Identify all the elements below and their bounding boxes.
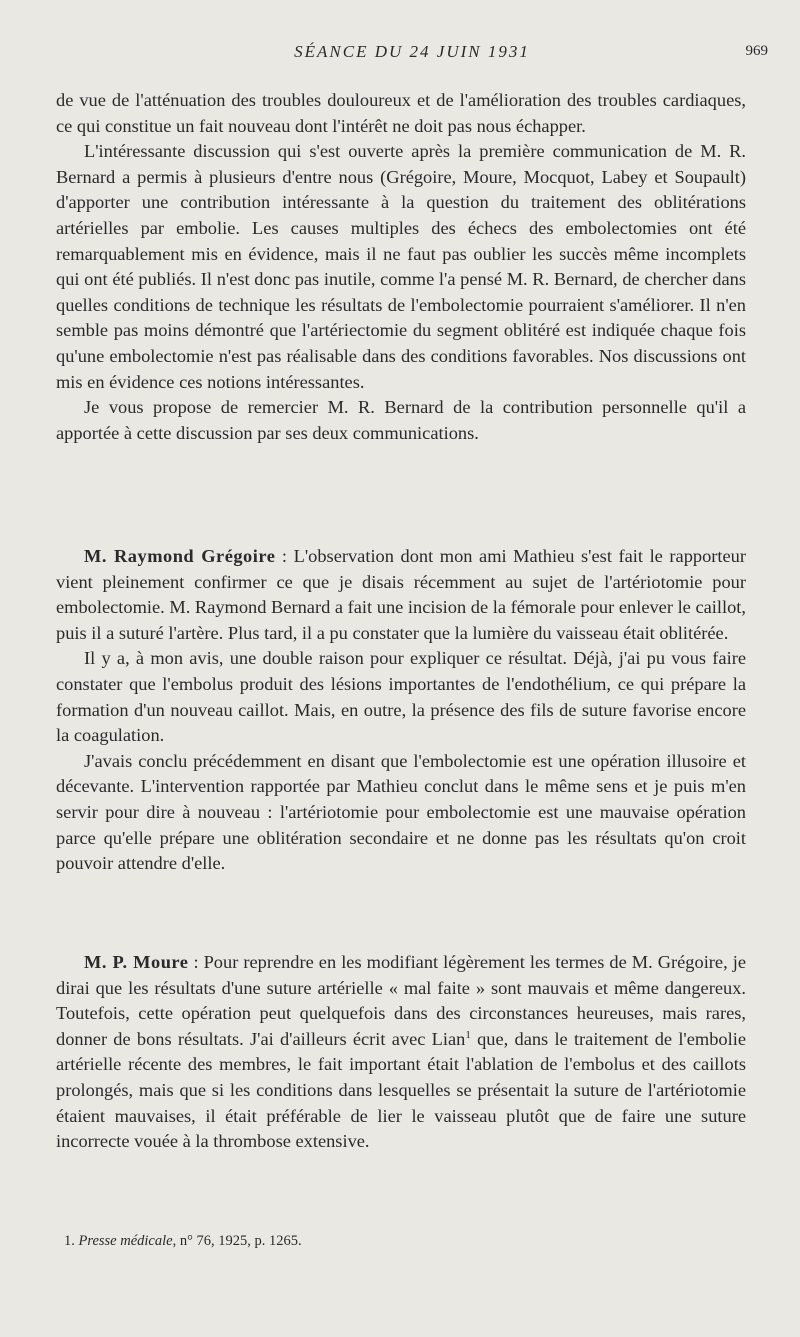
paragraph xyxy=(56,544,746,646)
footnote xyxy=(64,1233,302,1250)
footnote-details: , n° 76, 1925, p. 1265. xyxy=(172,1233,302,1249)
paragraph: J'avais conclu précédemment en disant que l'embolectomie est une opération illusoire et décevante. L'intervention rapportée par Mathieu conclut dans le même sens et je puis m'en servir pour dire à nouveau : l'artériotomie pour embolectomie est une mauvaise opération parce qu'elle prépare une oblitération secondaire et ne donne pas les résultats qu'on croit pouvoir attendre d'elle. xyxy=(56,750,746,874)
footnote-source: Presse médicale xyxy=(78,1233,173,1249)
section-report-conclusion xyxy=(56,88,746,446)
section-gregoire xyxy=(56,544,746,877)
paragraph xyxy=(56,950,746,1155)
page-number: 969 xyxy=(745,43,768,59)
footnote-marker: 1 xyxy=(465,1028,471,1041)
running-title: SÉANCE DU 24 JUIN 1931 xyxy=(294,42,530,61)
paragraph: Je vous propose de remercier M. R. Bernard de la contribution personnelle qu'il a apportée à cette discussion par ses deux communications. xyxy=(56,397,746,443)
footnote-number: 1. xyxy=(64,1233,75,1249)
paragraph: Il y a, à mon avis, une double raison pour expliquer ce résultat. Déjà, j'ai pu vous faire constater que l'embolus produit des lésions importantes de l'endothélium, ce qui prépare la formation d'un nouveau caillot. Mais, en outre, la présence des fils de suture favorise encore la coagulation. xyxy=(56,648,746,746)
paragraph-text: : Pour reprendre en les modifiant légèrement les termes de M. Grégoire, je dirai que les résultats d'une suture artérielle « mal faite » sont mauvais et même dangereux. Toutefois, cette opération peut quelquefois dans des circonstances heureuses, mais rares, donner de bons résultats. J'ai d'ailleurs écrit avec Lian xyxy=(56,952,746,1049)
speaker-name: M. P. Moure xyxy=(84,952,189,972)
paragraph-text: que, dans le traitement de l'embolie artérielle récente des membres, le fait important était l'ablation de l'embolus et des caillots prolongés, mais que si les conditions dans lesquelles se présentait la suture de l'artériotomie étaient mauvaises, il était préférable de lier le vaisseau plutôt que de faire une suture incorrecte vouée à la thrombose extensive. xyxy=(56,1028,746,1152)
section-moure xyxy=(56,950,746,1155)
paragraph-text: : L'observation dont mon ami Mathieu s'est fait le rapporteur vient pleinement confirmer ce que je disais récemment au sujet de l'artériotomie pour embolectomie. M. Raymond Bernard a fait une incision de la fémorale pour enlever le caillot, puis il a suturé l'artère. Plus tard, il a pu constater que la lumière du vaisseau était oblitérée. xyxy=(56,546,746,643)
paragraph: de vue de l'atténuation des troubles douloureux et de l'amélioration des troubles cardiaques, ce qui constitue un fait nouveau dont l'intérêt ne doit pas nous échapper. xyxy=(56,90,746,136)
speaker-name: M. Raymond Grégoire xyxy=(84,546,276,566)
paragraph: L'intéressante discussion qui s'est ouverte après la première communication de M. R. Bernard a permis à plusieurs d'entre nous (Grégoire, Moure, Mocquot, Labey et Soupault) d'apporter une contribution intéressante à la question du traitement des oblitérations artérielles par embolie. Les causes multiples des échecs des embolectomies ont été remarquablement mis en évidence, mais il ne faut pas oublier les succès même incomplets qui ont été publiés. Il n'est donc pas inutile, comme l'a pensé M. R. Bernard, de chercher dans quelles conditions de technique les résultats de l'embolectomie pourraient s'améliorer. Il n'en semble pas moins démontré que l'artériectomie du segment oblitéré est indiquée chaque fois qu'une embolectomie n'est pas réalisable dans des conditions favorables. Nos discussions ont mis en évidence ces notions intéressantes. xyxy=(56,141,746,392)
page-header xyxy=(56,42,768,66)
